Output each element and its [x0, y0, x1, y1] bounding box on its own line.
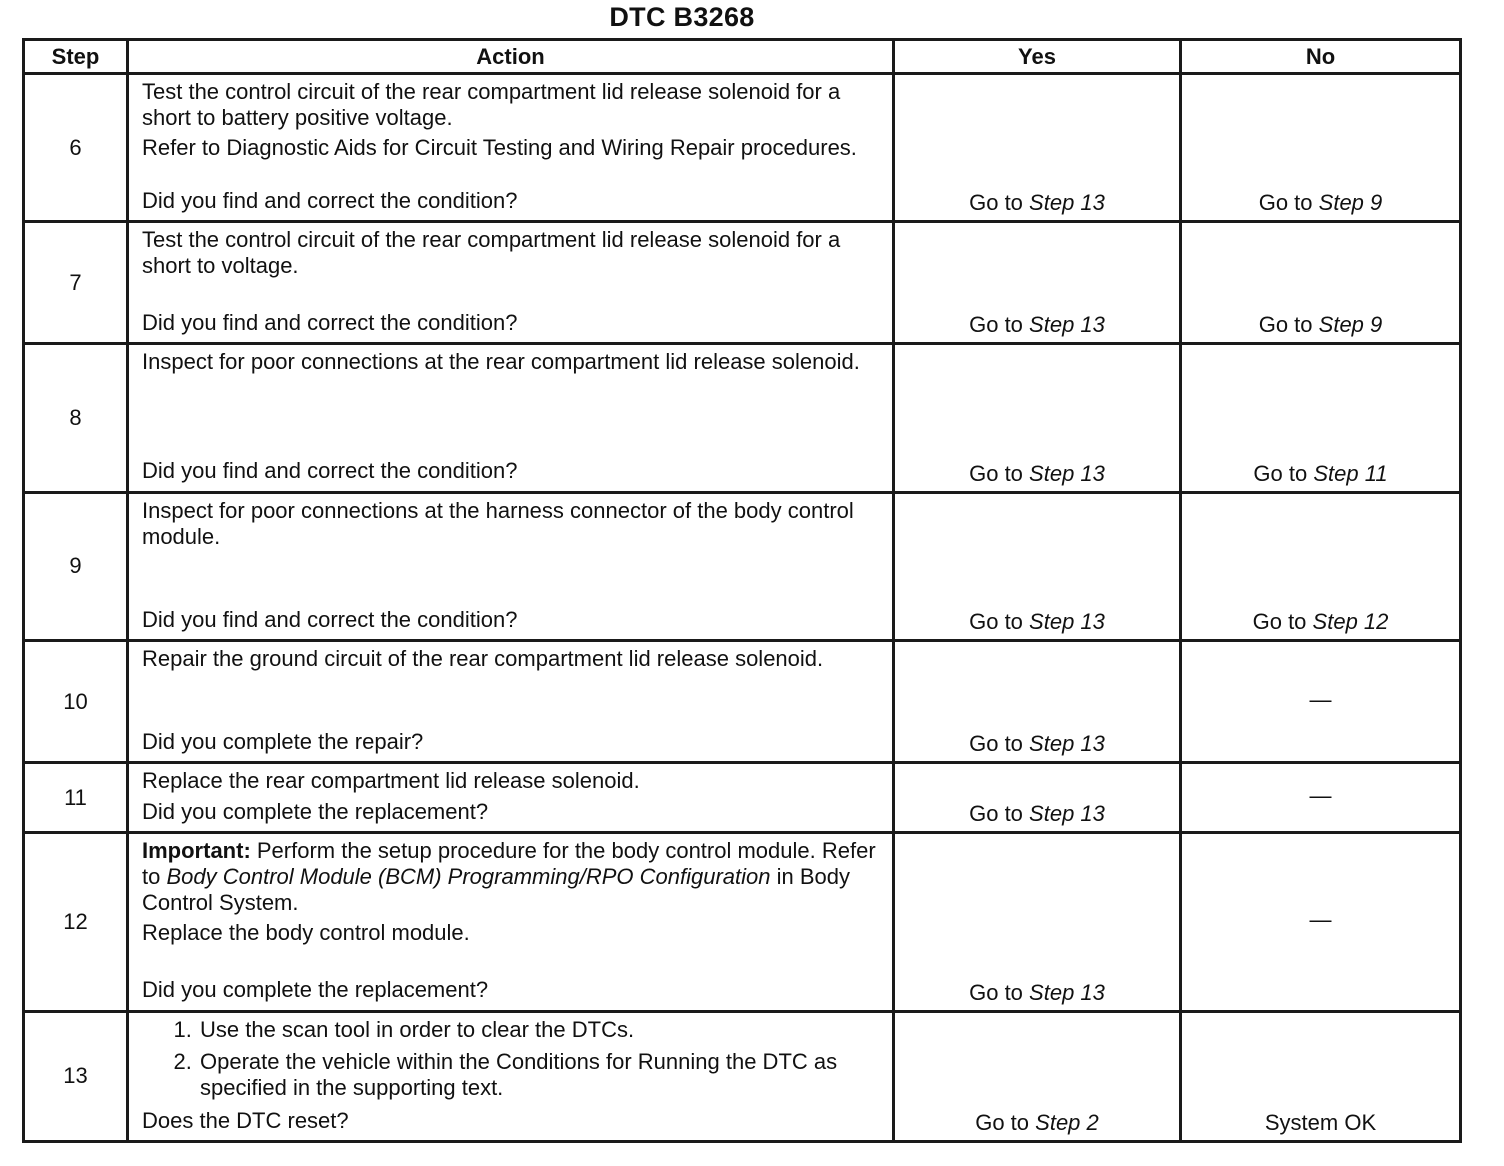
no-result	[1181, 344, 1461, 492]
table-row	[24, 222, 1461, 344]
go-to-label: Go to	[975, 1110, 1030, 1135]
action-instructions	[142, 838, 880, 950]
question-text: Did you find and correct the condition?	[142, 188, 518, 213]
go-to-label: Go to	[969, 979, 1023, 1005]
action-content	[142, 79, 880, 214]
action-content	[142, 498, 880, 633]
step-reference: Step 13	[1029, 609, 1105, 635]
question-text: Did you find and correct the condition?	[142, 458, 518, 484]
no-result: —	[1181, 641, 1461, 763]
step-reference: Step 13	[1029, 801, 1105, 827]
step-reference: Step 13	[1029, 312, 1105, 338]
yes-result	[894, 74, 1181, 222]
action-cell	[128, 1011, 894, 1141]
action-instructions	[142, 1017, 880, 1107]
step-reference: Step 13	[1029, 190, 1105, 216]
action-content	[142, 646, 880, 755]
yes-result	[894, 344, 1181, 492]
action-cell	[128, 222, 894, 344]
action-cell	[128, 344, 894, 492]
action-cell	[128, 641, 894, 763]
action-instructions	[142, 768, 880, 798]
step-number: 6	[24, 74, 128, 222]
go-to-label: Go to	[969, 190, 1023, 216]
step-reference: Step 13	[1029, 979, 1105, 1005]
action-instructions	[142, 79, 880, 165]
no-result	[1181, 492, 1461, 640]
go-to-label: Go to	[1252, 609, 1307, 635]
instruction-text: Refer to Diagnostic Aids for Circuit Testing and Wiring Repair procedures.	[142, 135, 857, 160]
question-text: Did you complete the replacement?	[142, 799, 489, 825]
step-number: 11	[24, 763, 128, 833]
yes-result	[894, 222, 1181, 344]
step-reference: Step 13	[1029, 460, 1105, 486]
action-instructions	[142, 646, 880, 676]
go-to-label: Go to	[969, 312, 1023, 338]
procedure-list-item: 2. Operate the vehicle within the Conditions for Running the DTC as specified in the supporting text.	[198, 1049, 880, 1101]
no-result: —	[1181, 833, 1461, 1011]
header-row	[24, 40, 1461, 74]
action-cell	[128, 833, 894, 1011]
go-to-label: Go to	[969, 609, 1023, 635]
go-to-label: Go to	[969, 460, 1023, 486]
step-reference: Step 12	[1312, 609, 1389, 635]
go-to-label: Go to	[969, 801, 1023, 827]
action-content	[142, 768, 880, 825]
step-number: 8	[24, 344, 128, 492]
question-text: Does the DTC reset?	[142, 1107, 349, 1133]
important-note	[142, 838, 880, 916]
action-cell	[128, 492, 894, 640]
question-text: Did you find and correct the condition?	[142, 310, 518, 336]
step-reference: Step 9	[1318, 312, 1383, 338]
action-content	[142, 349, 880, 484]
yes-result	[894, 1011, 1181, 1141]
action-instructions	[142, 227, 880, 283]
diagnostic-table	[22, 38, 1462, 1143]
no-result: System OK	[1181, 1011, 1461, 1141]
question-text: Did you find and correct the condition?	[142, 606, 518, 632]
procedure-list-item: 1. Use the scan tool in order to clear the DTCs.	[198, 1017, 880, 1043]
instruction-text: Replace the body control module.	[142, 920, 470, 946]
important-label: Important:	[142, 838, 251, 864]
action-column-header: Action	[128, 40, 894, 74]
action-instructions	[142, 349, 880, 379]
instruction-text: Test the control circuit of the rear compartment lid release solenoid for a short to battery positive voltage.	[142, 79, 841, 130]
step-number: 9	[24, 492, 128, 640]
no-column-header: No	[1181, 40, 1461, 74]
step-number: 12	[24, 833, 128, 1011]
document-reference: Body Control Module (BCM) Programming/RPO Configuration	[166, 864, 771, 890]
yes-result	[894, 763, 1181, 833]
no-result	[1181, 222, 1461, 344]
step-reference: Step 2	[1035, 1110, 1099, 1135]
table-row	[24, 344, 1461, 492]
instruction-text: Inspect for poor connections at the rear compartment lid release solenoid.	[142, 349, 860, 375]
no-result: —	[1181, 763, 1461, 833]
document-title: DTC B3268	[609, 2, 755, 32]
important-text: Perform the setup procedure for the body control module. Refer to	[142, 838, 876, 890]
yes-result	[894, 492, 1181, 640]
table-row	[24, 763, 1461, 833]
instruction-text: Repair the ground circuit of the rear compartment lid release solenoid.	[142, 646, 824, 672]
question-text: Did you complete the repair?	[142, 729, 424, 755]
step-reference: Step 11	[1313, 460, 1388, 486]
go-to-label: Go to	[1258, 312, 1313, 338]
action-cell	[128, 763, 894, 833]
instruction-text: Replace the rear compartment lid release solenoid.	[142, 768, 640, 794]
table-row	[24, 74, 1461, 222]
important-text: in Body Control System.	[142, 864, 850, 916]
action-content	[142, 1017, 880, 1134]
action-instructions	[142, 498, 880, 554]
question-text: Did you complete the replacement?	[142, 977, 489, 1003]
step-number: 13	[24, 1011, 128, 1141]
table-row	[24, 492, 1461, 640]
step-reference: Step 13	[1029, 731, 1105, 757]
step-column-header: Step	[24, 40, 128, 74]
instruction-text: Test the control circuit of the rear compartment lid release solenoid for a short to voltage.	[142, 227, 841, 279]
table-row	[24, 833, 1461, 1011]
no-result	[1181, 74, 1461, 222]
action-content	[142, 227, 880, 336]
yes-result	[894, 641, 1181, 763]
instruction-text: Inspect for poor connections at the harness connector of the body control module.	[142, 497, 854, 549]
procedure-list	[142, 1017, 880, 1101]
go-to-label: Go to	[969, 731, 1023, 757]
yes-column-header: Yes	[894, 40, 1181, 74]
step-number: 7	[24, 222, 128, 344]
yes-result	[894, 833, 1181, 1011]
go-to-label: Go to	[1258, 190, 1313, 216]
action-content	[142, 838, 880, 1003]
table-body	[24, 74, 1461, 1142]
table-row	[24, 641, 1461, 763]
step-reference: Step 9	[1318, 190, 1383, 216]
go-to-label: Go to	[1253, 460, 1308, 486]
action-cell	[128, 74, 894, 222]
table-row	[24, 1011, 1461, 1141]
step-number: 10	[24, 641, 128, 763]
